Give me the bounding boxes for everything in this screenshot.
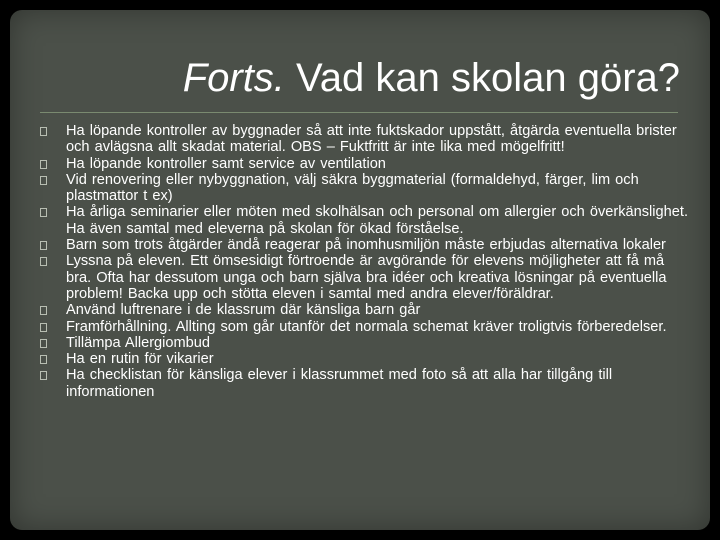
bullet-item <box>40 351 690 367</box>
hollow-square-bullet-icon <box>40 160 47 169</box>
bullet-item <box>40 237 690 253</box>
hollow-square-bullet-icon <box>40 371 47 380</box>
bullet-item <box>40 204 690 237</box>
hollow-square-bullet-icon <box>40 176 47 185</box>
bullet-text: Ha löpande kontroller samt service av ventilation <box>66 155 386 172</box>
slide-title-main: Vad kan skolan göra? <box>284 56 680 100</box>
hollow-square-bullet-icon <box>40 355 47 364</box>
hollow-square-bullet-icon <box>40 241 47 250</box>
hollow-square-bullet-icon <box>40 306 47 315</box>
bullet-text: Ha en rutin för vikarier <box>66 351 214 368</box>
bullet-text: Framförhållning. Allting som går utanför det normala schemat kräver troligtvis förberedelser. <box>66 318 667 335</box>
hollow-square-bullet-icon <box>40 339 47 348</box>
bullet-item <box>40 123 690 156</box>
bullet-text: Ha checklistan för känsliga elever i klassrummet med foto så att alla har tillgång till informationen <box>66 367 613 400</box>
title-divider <box>40 112 678 113</box>
bullet-item <box>40 172 690 205</box>
bullet-text: Ha årliga seminarier eller möten med skolhälsan och personal om allergier och överkänslighet. Ha även samtal med eleverna på skolan för ökad förståelse. <box>66 204 688 237</box>
bullet-item <box>40 367 690 400</box>
slide-title-prefix: Forts. <box>182 56 285 100</box>
bullet-item <box>40 319 690 335</box>
bullet-list <box>40 123 690 400</box>
hollow-square-bullet-icon <box>40 323 47 332</box>
bullet-item <box>40 253 690 302</box>
hollow-square-bullet-icon <box>40 208 47 217</box>
bullet-text: Lyssna på eleven. Ett ömsesidigt förtroende är avgörande för elevens möjligheter att få må bra. Ofta har dessutom unga och barn själva bra idéer och kreativa lösningar på eventuella problem! Backa upp och stötta eleven i samtal med andra elever/föräldrar. <box>66 253 667 302</box>
hollow-square-bullet-icon <box>40 127 47 136</box>
bullet-item <box>40 302 690 318</box>
slide-title <box>100 52 680 104</box>
bullet-item <box>40 156 690 172</box>
bullet-text: Barn som trots åtgärder ändå reagerar på inomhusmiljön måste erbjudas alternativa lokaler <box>66 237 666 254</box>
hollow-square-bullet-icon <box>40 257 47 266</box>
bullet-text: Använd luftrenare i de klassrum där känsliga barn går <box>66 302 421 319</box>
bullet-item <box>40 335 690 351</box>
bullet-text: Ha löpande kontroller av byggnader så att inte fuktskador uppstått, åtgärda eventuella brister och avlägsna allt skadat material. OBS – Fuktfritt är inte lika med mögelfritt! <box>66 123 677 156</box>
bullet-text: Vid renovering eller nybyggnation, välj säkra byggmaterial (formaldehyd, färger, lim och plastmattor t ex) <box>66 171 639 205</box>
bullet-text: Tillämpa Allergiombud <box>66 334 211 351</box>
